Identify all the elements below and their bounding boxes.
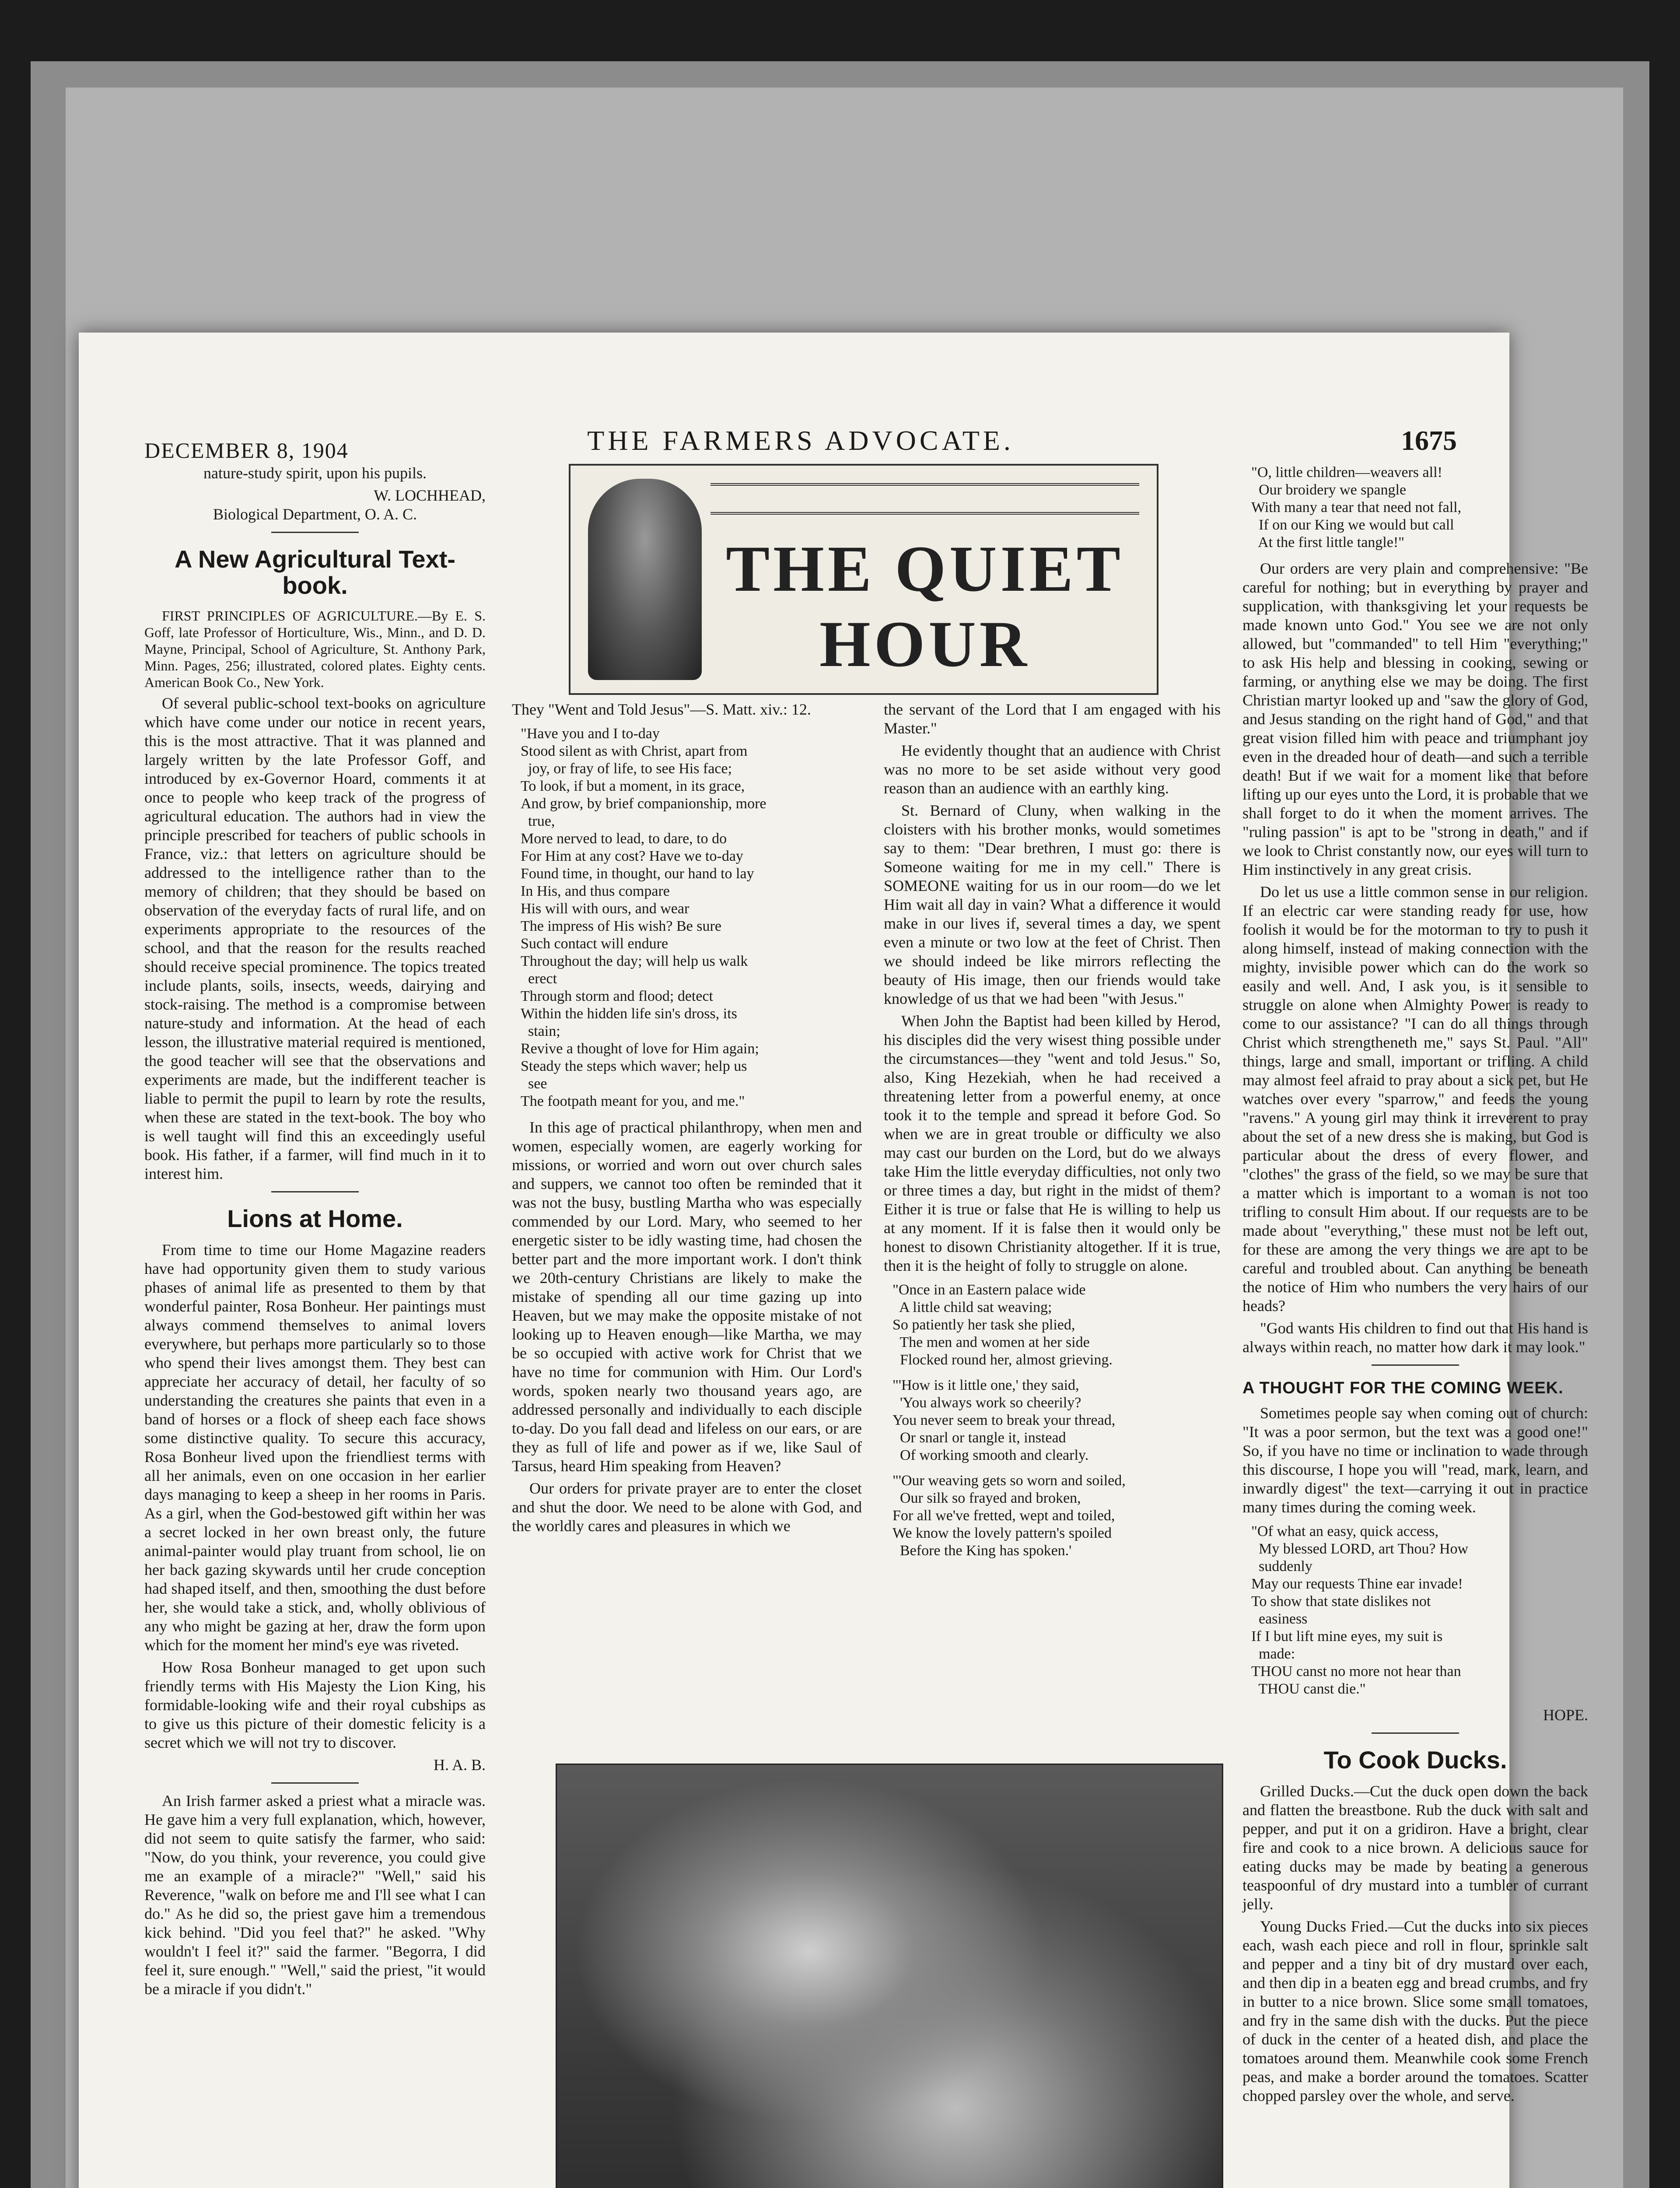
lions-painting-image (556, 1764, 1223, 2188)
divider (271, 532, 359, 533)
poem-stanza: "'Our weaving gets so worn and soiled, Our silk so frayed and broken, For all we've fretted, wept and toiled, We know the lovely pattern's spoiled Before the King has spoken.' (892, 1473, 1126, 1559)
lions-signature: H. A. B. (433, 1756, 486, 1774)
divider (1372, 1364, 1459, 1366)
banner-figure-illustration (588, 479, 702, 680)
recipe-paragraph: Young Ducks Fried.—Cut the ducks into six pieces each, wash each piece and roll in flour, sprinkle salt and pepper and a tiny bit of dry mustard over each, and then dip in a beaten egg and bread crumbs, and fry in butter to a nice brown. Slice some small tomatoes, and fry in the same dish with the ducks. Put the piece of duck in the center of a heated dish, and place the tomatoes around them. Meanwhile cook some French peas, and make a border around the tomatoes. Scatter chopped parsley over the whole, and serve. (1242, 1918, 1588, 2104)
paragraph: When John the Baptist had been killed by Herod, his disciples did the very wisest thing possible under the circumstances—they "went and told Jesus." So, also, King Hezekiah, when he had received a threatening letter from a powerful enemy, at once took it to the temple and spread it before God. So when we are in great trouble or difficulty we also may cast our burden on the Lord, but do we always take Him the little everyday difficulties, not only two or three times a day, but right in the midst of them? Either it is true or false that He is willing to help us at any moment. If it is false then it would only be honest to disown Christianity altogether. If it is true, then it is the height of folly to struggle on alone. (884, 1012, 1221, 1274)
intro-signature: W. LOCHHEAD, (374, 487, 486, 504)
textbook-body: Of several public-school text-books on agriculture which have come under our notice in recent years, this is the most attractive. That it was planned and largely written by the late Professor Goff, and introduced by ex-Governor Hoard, comments it at once to people who keep track of the progress of agricultural education. The authors had in view the principle prescribed for teachers of public schools in France, viz.: that letters on agriculture should be addressed to the intelligence rather than to the memory of children; that they should be based on observation of the everyday facts of rural life, and on experiments appropriate to the resources of the school, and that the reason for the results reached should receive special prominence. The topics treated include plants, soils, insects, weeds, dairying and stock-raising. The method is a compromise between nature-study and information. At the head of each lesson, the illustrative material required is mentioned, the good teacher will see that the observations and experiments are made, but the indifferent teacher is liable to permit the pupil to learn by rote the results, when these are stated in the text-book. The boy who is well taught will find this an exceedingly useful book. His father, if a farmer, will find much in it to interest him. (144, 694, 486, 1182)
divider (271, 1191, 359, 1192)
column-1 (144, 464, 486, 2002)
poem-text: "Have you and I to-day Stood silent as with Christ, apart from joy, or fray of life, to see His face; To look, if but a moment, in its grace, And grow, by brief companionship, more true, More nerved to lead, to dare, to do For Him at any cost? Have we to-day Found time, in thought, our hand to lay In His, and thus compare His will with ours, and wear The impress of His wish? Be sure Such contact will endure Throughout the day; will help us walk erect Through storm and flood; detect Within the hidden life sin's dross, its stain; Revive a thought of love for Him again; Steady the steps which waver; help us see The footpath meant for you, and me." (521, 726, 766, 1109)
paragraph: the servant of the Lord that I am engaged with his Master." (884, 701, 1221, 737)
intro-department: Biological Department, O. A. C. (213, 505, 417, 523)
paragraph: Our orders for private prayer are to enter the closet and shut the door. We need to be alone with God, and the worldly cares and pleasures in which we (512, 1480, 862, 1535)
lions-paragraph: How Rosa Bonheur managed to get upon such friendly terms with His Majesty the Lion King, his formidable-looking wife and their royal cubships as to give us this picture of their domestic felicity is a secret which we will not try to discover. (144, 1659, 486, 1751)
banner-title: THE QUIET HOUR (726, 533, 1124, 680)
divider (1372, 1732, 1459, 1734)
quiet-hour-banner (569, 464, 1158, 695)
page-header (144, 424, 1457, 468)
recipe-paragraph: Grilled Ducks.—Cut the duck open down the back and flatten the breastbone. Rub the duck with salt and pepper, and put it on a gridiron. Have a bright, clear fire and cook to a nice brown. A delicious sauce for eating ducks may be made by beating a generous teaspoonful of dry mustard into a tumbler of currant jelly. (1242, 1782, 1588, 1913)
column-3 (884, 700, 1221, 1567)
poem-stanza: "'How is it little one,' they said, 'You always work so cheerily? You never seem to break your thread, Or snarl or tangle it, instead Of working smooth and clearly. (892, 1377, 1116, 1463)
poem-stanza: "O, little children—weavers all! Our broidery we spangle With many a tear that need not fall, If on our King we would but call At the first little tangle!" (1251, 464, 1462, 551)
poem (892, 1377, 1221, 1464)
issue-date: DECEMBER 8, 1904 (144, 438, 349, 463)
paragraph: In this age of practical philanthropy, when men and women, especially women, are eagerly working for missions, or worried and worn out over church sales and suppers, we cannot too often be reminded that it was not the busy, bustling Martha who was especially commended by our Lord. Mary, who seemed to her energetic sister to be idly wasting time, had chosen the better part and the more important work. I don't think we 20th-century Christians are likely to make the mistake of spending all our time gazing up into Heaven, but we may make the opposite mistake of not looking up to Heaven enough—like Martha, we may be so occupied with active work for Christ that we have no time for communion with Him. Our Lord's words, spoken nearly two thousand years ago, are addressed personally and individually to each disciple to-day. Do you fall dead and lifeless on our ears, or are they as full of life and power as if we, like Saul of Tarsus, heard Him speaking from Heaven? (512, 1119, 862, 1475)
paragraph: Our orders are very plain and comprehensive: "Be careful for nothing; but in everything by prayer and supplication, with thanksgiving let your requests be made known unto God." You see we are not only allowed, but "commanded" to tell Him "everything;" to ask His help and blessing in cooking, sewing or farming, or anything else we may be doing. The first Christian martyr looked up and "saw the glory of God, and Jesus standing on the right hand of God," and that great vision filled him with peace and triumphant joy even in the dreaded hour of death—and such a terrible death! But if we wait for a moment like that before lifting up our eyes unto the Lord, it is probable that we shall forget to do it when the moment arrives. The "ruling passion" is apt to be "strong in death," and if we look to Christ constantly now, our eyes will turn to Him instinctively in any great crisis. (1242, 560, 1588, 878)
column-2 (512, 700, 862, 1539)
poem-stanza: "Once in an Eastern palace wide A little child sat weaving; So patiently her task she plied, The men and women at her side Flocked round her, almost grieving. (892, 1282, 1113, 1368)
paragraph: St. Bernard of Cluny, when walking in the cloisters with his brother monks, would sometimes say to them: "Dear brethren, I must go: there is Someone waiting for me in my cell." There is SOMEONE waiting for us in our room—do we let Him wait all day in vain? What a difference it would make in our lives if, several times a day, we spent even a minute or two low at the feet of Christ. Then we should indeed be like mirrors reflecting the beauty of His image, then our friends would take knowledge of us that we had been "with Jesus." (884, 802, 1221, 1007)
poem-stanza: "Of what an easy, quick access, My blessed LORD, art Thou? How suddenly May our requests Thine ear invade! To show that state dislikes not easiness If I but lift mine eyes, my suit is made: THOU canst no more not hear than THOU canst die." (1251, 1523, 1469, 1697)
intro-line: nature-study spirit, upon his pupils. (203, 464, 427, 482)
poem (521, 725, 862, 1110)
page-number: 1675 (1401, 425, 1457, 456)
poem (1251, 1523, 1588, 1698)
banner-ornament (710, 483, 1139, 515)
lions-paragraph: From time to time our Home Magazine readers have had opportunity given them to study various phases of animal life as presented to them by that wonderful painter, Rosa Bonheur. Her paintings must always commend themselves to animal lovers everywhere, but perhaps more particularly so to those who spend their lives amongst them. They best can appreciate her accuracy of detail, her faculty of so understanding the creatures she paints that even in a band of horses or a flock of sheep each face shows some distinctive quality. To secure this accuracy, Rosa Bonheur lived upon the friendliest terms with all her animals, even on one occasion in her earlier days managing to keep a sheep in her rooms in Paris. As a girl, when the God-bestowed gift within her was a secret locked in her own breast only, the future animal-painter would play truant from school, lie on her back gazing skywards until her crude conception had shaped itself, and then, smoothing the dust before her, she would take a stick, and, wholly oblivious of any who might be gazing at her, draw the form upon which for the moment her mind's eye was riveted. (144, 1241, 486, 1654)
lions-heading: Lions at Home. (227, 1205, 403, 1232)
paragraph: Sometimes people say when coming out of church: "It was a poor sermon, but the text was a good one!" So, if you have no time or inclination to wade through this discourse, I hope you will "read, mark, learn, and inwardly digest" the text—carrying it out in practice many times during the coming week. (1242, 1404, 1588, 1516)
textbook-heading: A New Agricultural Text-book. (174, 545, 455, 599)
paragraph: Do let us use a little common sense in our religion. If an electric car were standing ready for use, how foolish it would be for the motorman to try to push it along himself, instead of making connection with the mighty, invisible power which can do the work so easily and well. And, I ask you, is it sensible to struggle on alone when Almighty Power is ready to come to our assistance? "I can do all things through Christ which strengtheneth me," says St. Paul. "All" things, large and small, important or trifling. A child may almost feel afraid to pray about a sick pet, but He watches over every "sparrow," and feeds the young "ravens." A young girl may think it irreverent to pray about the set of a new dress she is making, but God is particular about the dress of every flower, and "clothes" the grass of the field, so we may be sure that a matter which is important to a woman is not too trifling to consult Him about. If our requests are to be made about "everything," these must not be left out, for these are among the very things we are apt to be careful and troubled about. Can anything be beneath the notice of Him who numbers the very hairs of our heads? (1242, 883, 1588, 1315)
thought-heading: A THOUGHT FOR THE COMING WEEK. (1242, 1379, 1564, 1397)
irish-farmer-anecdote: An Irish farmer asked a priest what a miracle was. He gave him a very full explanation, which, however, did not seem to quite satisfy the farmer, who said: "Now, do you think, your reverence, you could give me an example of a miracle?" "Well," said his Reverence, "walk on before me and I'll see what I can do." As he did so, the priest gave him a tremendous kick behind. "Did you feel that?" he asked. "Why wouldn't I feel it?" said the farmer. "Begorra, I did feel it, sure enough." "Well," said the priest, "it would be a miracle if you didn't." (144, 1792, 486, 1998)
poem (1251, 464, 1588, 551)
ducks-heading: To Cook Ducks. (1323, 1746, 1507, 1774)
textbook-citation: FIRST PRINCIPLES OF AGRICULTURE.—By E. S. Goff, late Professor of Horticulture, Wis., Minn., and D. D. Mayne, Principal, School of Agriculture, St. Anthony Park, Minn. Pages, 256; illustrated, colored plates. Eighty cents. American Book Co., New York. (144, 608, 486, 690)
paragraph: "God wants His children to find out that His hand is always within reach, no matter how dark it may look." (1242, 1319, 1588, 1356)
newspaper-title: THE FARMERS ADVOCATE. (587, 425, 1014, 456)
poem (892, 1281, 1221, 1369)
divider (271, 1782, 359, 1784)
sermon-text-reference: They "Went and Told Jesus"—S. Matt. xiv.: 12. (512, 701, 811, 718)
column-4 (1242, 464, 1588, 2109)
hope-signature: HOPE. (1543, 1706, 1588, 1724)
poem (892, 1472, 1221, 1560)
paragraph: He evidently thought that an audience with Christ was no more to be set aside without very good reason than an audience with an earthly king. (884, 742, 1221, 797)
newspaper-page (79, 333, 1588, 2188)
